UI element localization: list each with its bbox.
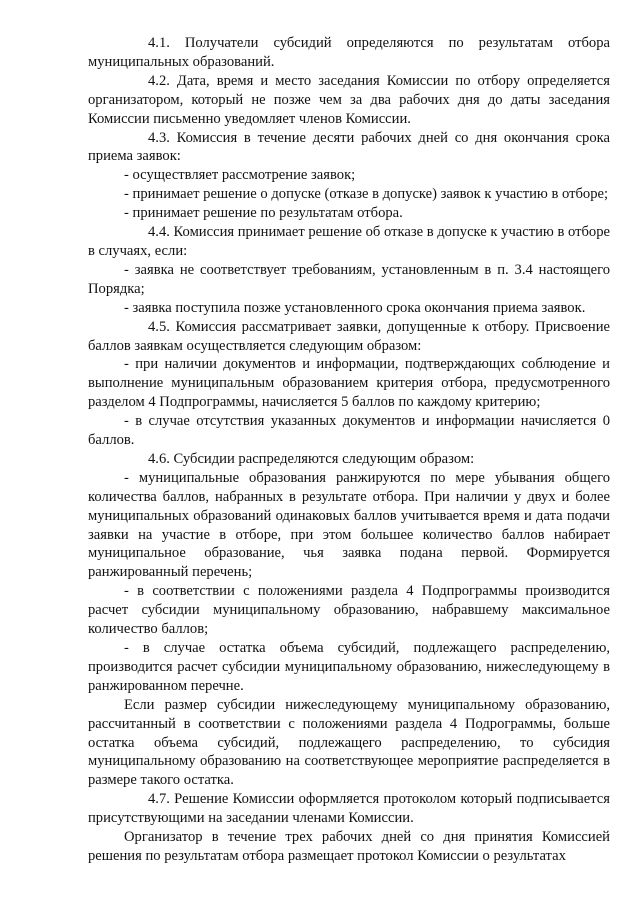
document-body bbox=[88, 34, 610, 866]
paragraph-organizer: Организатор в течение трех рабочих дней со дня принятия Комиссией решения по результатам отбора размещает протокол Комиссии о результатах bbox=[88, 829, 610, 864]
paragraph-4-2: 4.2. Дата, время и место заседания Комиссии по отбору определяется организатором, который не позже чем за два рабочих дня до даты заседания Комиссии письменно уведомляет членов Комиссии. bbox=[88, 72, 610, 127]
paragraph-4-4: 4.4. Комиссия принимает решение об отказе в допуске к участию в отборе в случаях, если: bbox=[88, 224, 610, 259]
paragraph-4-1: 4.1. Получатели субсидий определяются по результатам отбора муниципальных образований. bbox=[88, 35, 610, 70]
list-item: - заявка не соответствует требованиям, установленным в п. 3.4 настоящего Порядка; bbox=[88, 261, 610, 297]
paragraph-4-3: 4.3. Комиссия в течение десяти рабочих дней со дня окончания срока приема заявок: bbox=[88, 129, 610, 165]
paragraph-4-5: 4.5. Комиссия рассматривает заявки, допущенные к отбору. Присвоение баллов заявкам осуществляется следующим образом: bbox=[88, 318, 610, 354]
paragraph-4-6: 4.6. Субсидии распределяются следующим образом: bbox=[148, 450, 475, 467]
list-item: - в случае остатка объема субсидий, подлежащего распределению, производится расчет субсидии муниципальному образованию, нижеследующему в ранжированном перечне. bbox=[88, 640, 610, 694]
list-item: - принимает решение о допуске (отказе в допуске) заявок к участию в отборе; bbox=[124, 186, 609, 203]
paragraph-subsidy-remainder: Если размер субсидии нижеследующему муниципальному образованию, рассчитанный в соответствии с положениями раздела 4 Подрограммы, больше остатка объема субсидий, подлежащего распределению, то субсидия муниципальному образованию на соответствующее мероприятие распределяется в размере такого остатка. bbox=[88, 696, 610, 789]
list-item: - при наличии документов и информации, подтверждающих соблюдение и выполнение муниципальным образованием критерия отбора, предусмотренного разделом 4 Подпрограммы, начисляется 5 баллов по каждому критерию; bbox=[88, 356, 610, 411]
list-item: - принимает решение по результатам отбора. bbox=[124, 205, 403, 222]
list-item: - в соответствии с положениями раздела 4 Подпрограммы производится расчет субсидии муниципальному образованию, набравшему максимальное количество баллов; bbox=[88, 583, 610, 638]
paragraph-4-7: 4.7. Решение Комиссии оформляется протоколом который подписывается присутствующими на заседании членами Комиссии. bbox=[88, 791, 610, 827]
list-item: - осуществляет рассмотрение заявок; bbox=[124, 167, 356, 184]
list-item: - заявка поступила позже установленного срока окончания приема заявок. bbox=[124, 299, 586, 316]
list-item: - в случае отсутствия указанных документов и информации начисляется 0 баллов. bbox=[88, 413, 610, 449]
list-item: - муниципальные образования ранжируются по мере убывания общего количества баллов, набранных в результате отбора. При наличии у двух и более муниципальных образований одинаковых баллов учитывается время и дата подачи заявки на участие в отборе, при этом большее количество баллов набирает муниципальное образование, чья заявка подана первой. Формируется ранжированный перечень; bbox=[88, 469, 610, 581]
